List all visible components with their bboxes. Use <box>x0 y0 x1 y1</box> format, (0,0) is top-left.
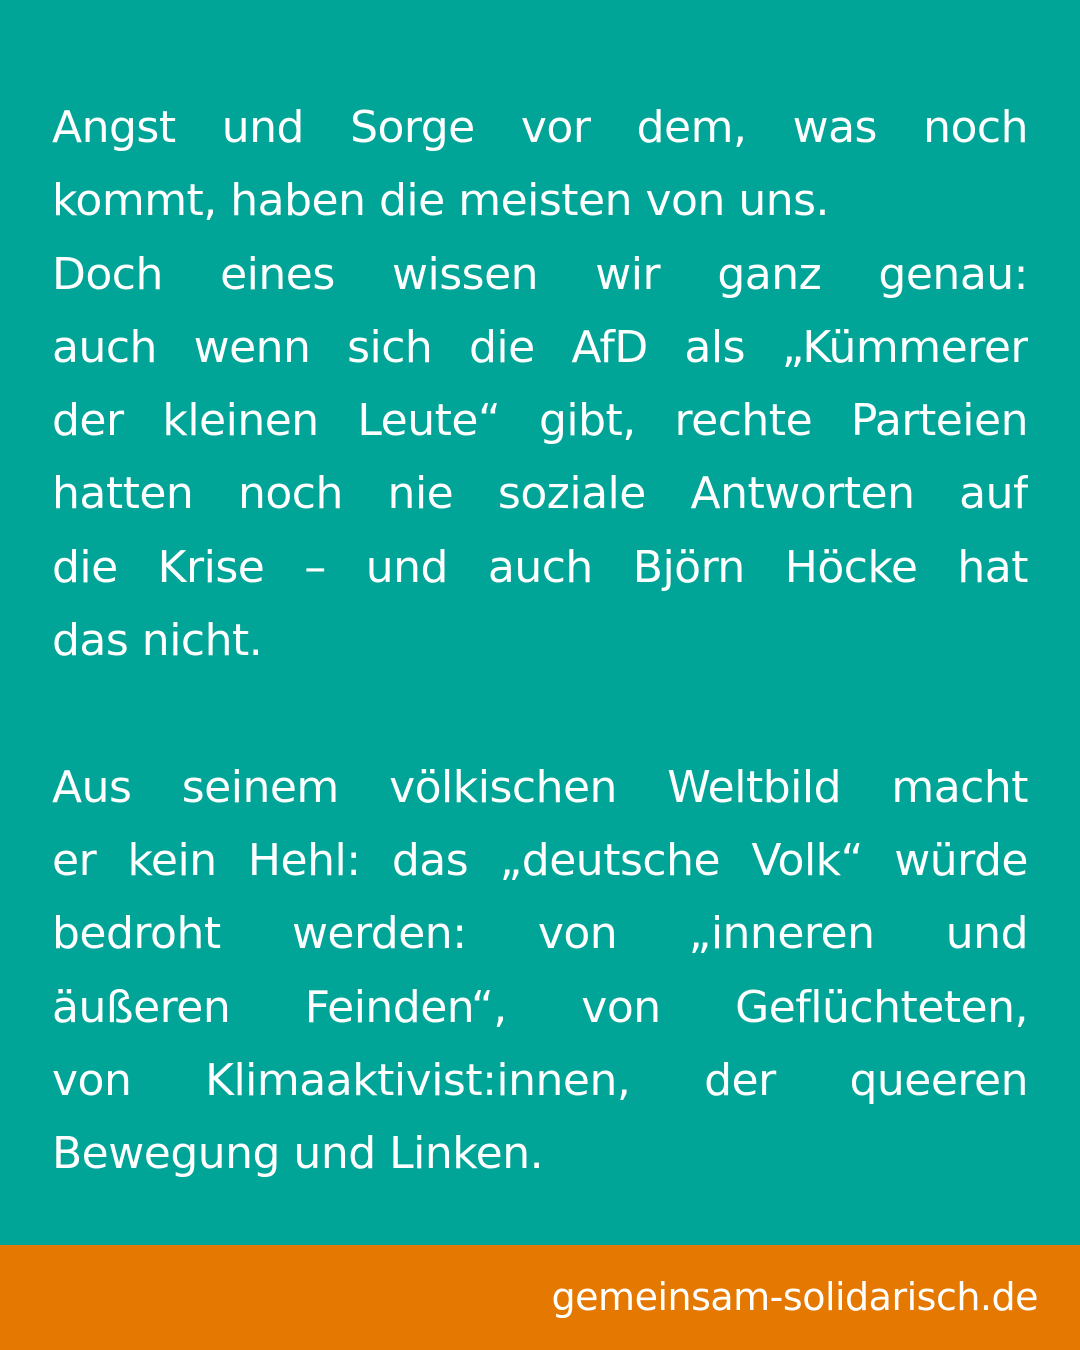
footer-bar <box>0 1245 1080 1350</box>
paragraph-1-line: der kleinen Leute“ gibt, rechte Parteien <box>52 395 1028 447</box>
paragraph-1-line: kommt, haben die meisten von uns. <box>52 175 830 227</box>
paragraph-1-line: hatten noch nie soziale Antworten auf <box>52 468 1028 520</box>
paragraph-1-line: Angst und Sorge vor dem, was noch <box>52 102 1028 153</box>
paragraph-1-line: die Krise – und auch Björn Höcke hat <box>52 541 1028 593</box>
paragraph-2-line: Aus seinem völkischen Weltbild macht <box>52 761 1028 813</box>
paragraph-2-line: Bewegung und Linken. <box>52 1128 544 1180</box>
paragraph-2-line: er kein Hehl: das „deutsche Volk“ würde <box>52 834 1028 886</box>
paragraph-1 <box>52 91 1028 677</box>
paragraph-1-line: auch wenn sich die AfD als „Kümmerer <box>52 321 1028 373</box>
body-text <box>52 91 1028 1190</box>
paragraph-1-line: Doch eines wissen wir ganz genau: <box>52 248 1028 300</box>
footer-url: gemeinsam-solidarisch.de <box>551 1275 1038 1319</box>
paragraph-2-line: von Klimaaktivist:innen, der queeren <box>52 1054 1028 1106</box>
paragraph-spacer <box>52 677 1028 750</box>
paragraph-2-line: bedroht werden: von „inneren und <box>52 908 1028 960</box>
paragraph-2 <box>52 751 1028 1191</box>
paragraph-2-line: äußeren Feinden“, von Geflüchteten, <box>52 981 1028 1033</box>
paragraph-1-line: das nicht. <box>52 615 263 667</box>
